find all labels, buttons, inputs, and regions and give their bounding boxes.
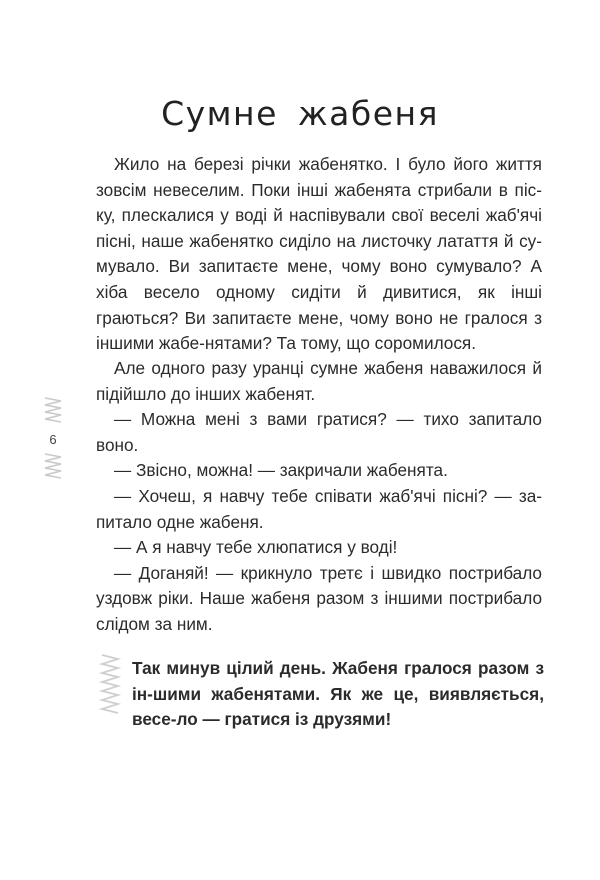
story-intro-paragraph [96,152,542,357]
story-title: Сумне жабеня [161,94,439,133]
dialogue-line-2: — Звісно, можна! — закричали жабенята. [114,460,448,481]
dialogue-line-1: — Можна мені з вами гратися? — тихо запитало воно. [96,409,542,455]
page-number: 6 [49,432,57,447]
dialogue-line-4: — А я навчу тебе хлюпатися у воді! [114,537,398,558]
paragraph-2: Але одного разу уранці сумне жабеня наважилося й підійшло до інших жабенят. [96,358,542,404]
highlight-text: Так минув цілий день. Жабеня гралося разом з ін-шими жабенятами. Як же це, виявляється, весе-ло — гратися із друзями! [132,658,544,730]
zigzag-highlight-icon [96,652,124,718]
highlight-block [132,656,544,733]
paragraph-1: Жило на березі річки жабенятко. І було його життя зовсім невеселим. Поки інші жабенята стрибали в піс-ку, плескалися у воді й наспівували свої веселі жаб'ячі пісні, наше жабенятко сиділо на листочку латаття й су-мувало. Ви запитаєте мене, чому воно сумувало? А хіба весело одному сидіти й дивитися, як інші граються? Ви запитаєте мене, чому воно не гралося з іншими жабе-нятами? Та тому, що соромилося. [96,154,542,354]
dialogue-line-3: — Хочеш, я навчу тебе співати жаб'ячі пісні? — за-питало одне жабеня. [96,485,542,532]
zigzag-decoration-top-icon [40,396,66,424]
dialogue-line-5: — Доганяй! — крикнуло третє і швидко пострибало уздовж ріки. Наше жабеня разом з іншими пострибало слідом за ним. [96,562,542,634]
story-dialogue [96,356,542,638]
zigzag-decoration-bottom-icon [40,452,66,480]
